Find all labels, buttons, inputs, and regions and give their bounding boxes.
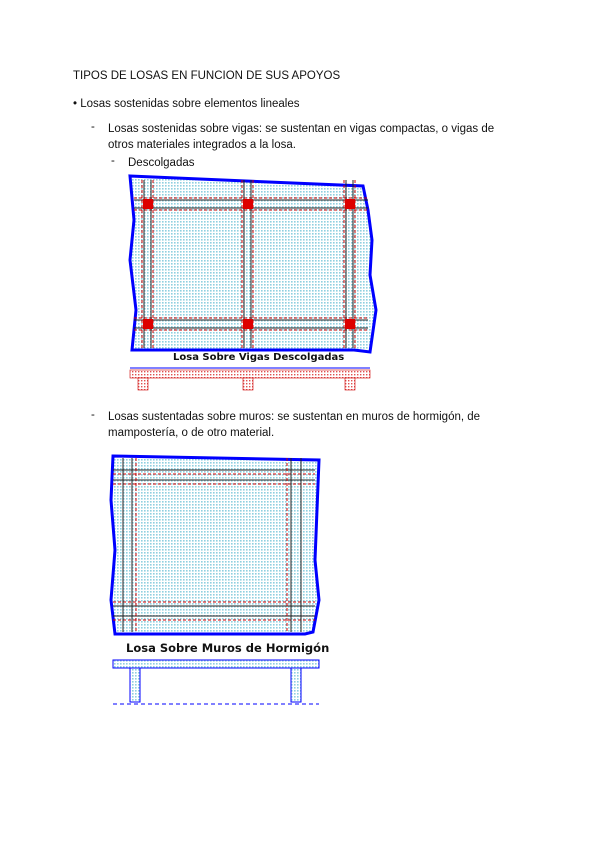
- bullet-item-linear-supports: • Losas sostenidas sobre elementos lineales: [73, 98, 300, 110]
- figure1-caption: Losa Sobre Vigas Descolgadas: [173, 352, 345, 363]
- sub-item-descolgadas: Descolgadas: [128, 157, 195, 169]
- dash-marker: -: [111, 155, 115, 167]
- slab-walls-figure: [105, 450, 330, 715]
- dash-marker: -: [91, 121, 95, 133]
- figure2-caption: Losa Sobre Muros de Hormigón: [126, 641, 330, 655]
- document-heading: TIPOS DE LOSAS EN FUNCION DE SUS APOYOS: [73, 70, 341, 82]
- dash-marker: -: [91, 409, 95, 421]
- list-item-beams: Losas sostenidas sobre vigas: se sustentan en vigas compactas, o vigas de otros materiales integrados a la losa.: [108, 123, 495, 151]
- list-item-walls: Losas sustentadas sobre muros: se sustentan en muros de hormigón, de mampostería, o de otro material.: [108, 411, 481, 439]
